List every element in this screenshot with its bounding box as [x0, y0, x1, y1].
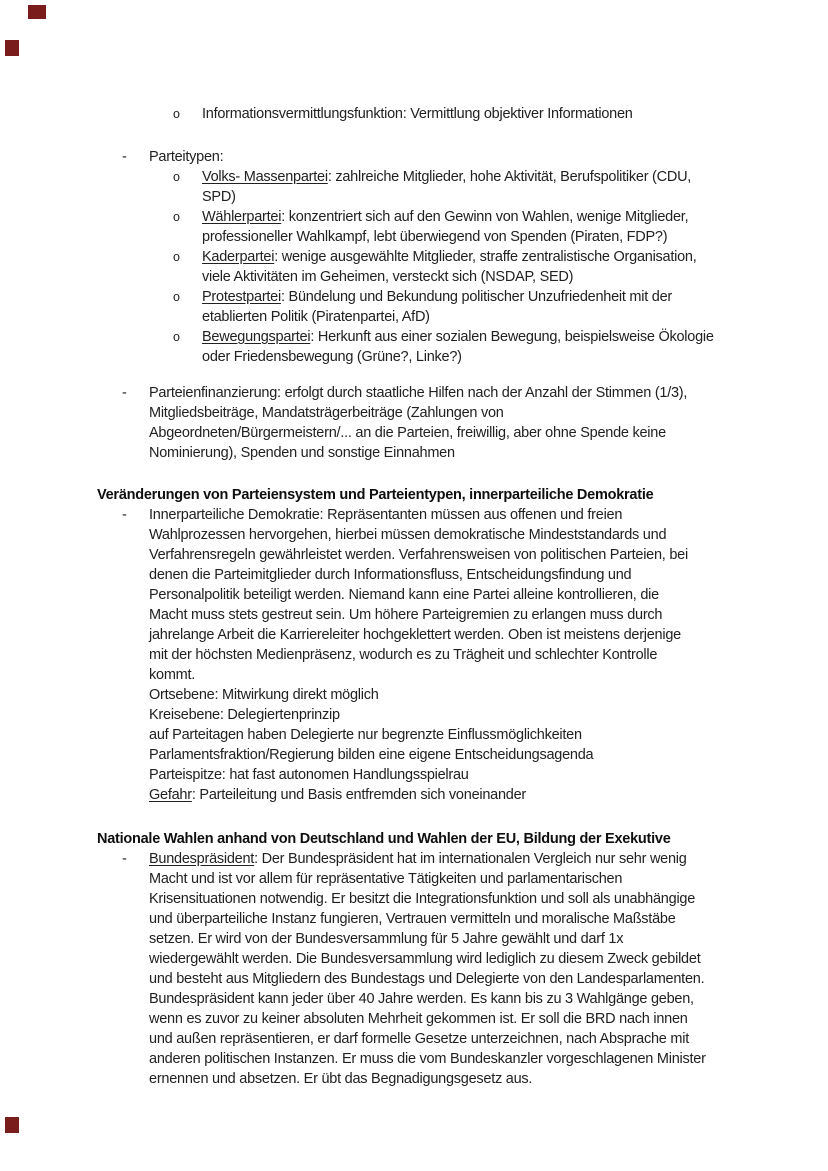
underlined-term: Gefahr — [149, 787, 192, 803]
text-line: denen die Parteimitglieder durch Informationsfluss, Entscheidungsfindung und — [149, 567, 632, 583]
text-line: Personalpolitik beteiligt werden. Niemand kann eine Partei alleine kontrollieren, die — [149, 587, 659, 603]
text-line: Nominierung), Spenden und sonstige Einnahmen — [149, 445, 455, 461]
text-line: viele Aktivitäten im Geheimen, versteckt sich (NSDAP, SED) — [202, 269, 574, 285]
paragraph-spacer — [97, 463, 797, 485]
text-line: jahrelange Arbeit die Karriereleiter hochgeklettert werden. Oben ist meistens derjenige — [149, 627, 681, 643]
circle-bullet-marker: o — [173, 107, 180, 121]
text-line: anderen politischen Instanzen. Er muss die vom Bundeskanzler vorgeschlagenen Minister — [149, 1051, 706, 1067]
underlined-term: Bundespräsident — [149, 851, 255, 867]
heading-line: Nationale Wahlen anhand von Deutschland und Wahlen der EU, Bildung der Exekutive — [97, 831, 671, 847]
text-line: und außen repräsentieren, er darf formelle Gesetze unterzeichnen, nach Absprache mit — [149, 1031, 689, 1047]
page-content — [97, 104, 797, 1089]
section-heading — [97, 485, 797, 505]
circle-bullet-item — [97, 327, 797, 367]
text-line: Krisensituationen notwendig. Er besitzt die Integrationsfunktion und soll als unabhängige — [149, 891, 696, 907]
text-line: Macht muss stets gestreut sein. Um höhere Parteigremien zu erlangen muss durch — [149, 607, 663, 623]
text-line: und besteht aus Mitgliedern des Bundestags und Delegierte von den Landesparlamenten. — [149, 971, 705, 987]
circle-bullet-item — [97, 207, 797, 247]
text-line: und überparteiliche Instanz fungieren, Vertrauen vermitteln und moralische Maßstäbe — [149, 911, 676, 927]
paragraph-spacer — [97, 805, 797, 829]
text-line: kommt. — [149, 667, 196, 683]
heading-line: Veränderungen von Parteiensystem und Parteientypen, innerparteiliche Demokratie — [97, 487, 654, 503]
underlined-term: Bewegungspartei — [202, 329, 311, 345]
text-line: Mitgliedsbeiträge, Mandatsträgerbeiträge (Zahlungen von — [149, 405, 504, 421]
circle-bullet-item — [97, 167, 797, 207]
text-line: o Kaderpartei: wenige ausgewählte Mitglieder, straffe zentralistische Organisation, — [173, 249, 697, 265]
text-line: Kreisebene: Delegiertenprinzip — [149, 707, 340, 723]
text-line: Wahlprozessen hervorgehen, hierbei müssen demokratische Mindeststandards und — [149, 527, 667, 543]
text-line: etablierten Politik (Piratenpartei, AfD) — [202, 309, 430, 325]
text-line: o Wählerpartei: konzentriert sich auf den Gewinn von Wahlen, wenige Mitglieder, — [173, 209, 689, 225]
dash-bullet-marker: - — [122, 149, 127, 165]
underlined-term: Volks- Massenpartei — [202, 169, 328, 185]
paragraph-spacer — [97, 367, 797, 383]
corner-scan-mark — [5, 40, 19, 56]
text-line: mit der höchsten Medienpräsenz, wodurch es zu Trägheit und schlechter Kontrolle — [149, 647, 658, 663]
underlined-term: Protestpartei — [202, 289, 281, 305]
text-line: o Bewegungspartei: Herkunft aus einer sozialen Bewegung, beispielsweise Ökologie — [173, 329, 714, 345]
text-line: Ortsebene: Mitwirkung direkt möglich — [149, 687, 379, 703]
dash-bullet-item — [97, 147, 797, 167]
underlined-term: Kaderpartei — [202, 249, 275, 265]
dash-bullet-item — [97, 383, 797, 463]
circle-bullet-marker: o — [173, 170, 180, 184]
underlined-term: Wählerpartei — [202, 209, 282, 225]
corner-scan-mark — [5, 1117, 19, 1133]
text-line: - Parteienfinanzierung: erfolgt durch staatliche Hilfen nach der Anzahl der Stimmen (1/3), — [122, 385, 688, 401]
circle-bullet-item — [97, 104, 797, 124]
text-line: o Protestpartei: Bündelung und Bekundung politischer Unzufriedenheit mit der — [173, 289, 672, 305]
text-line: oder Friedensbewegung (Grüne?, Linke?) — [202, 349, 462, 365]
text-line: ernennen und absetzen. Er übt das Begnadigungsgesetz aus. — [149, 1071, 533, 1087]
text-line: Abgeordneten/Bürgermeistern/... an die Parteien, freiwillig, aber ohne Spende keine — [149, 425, 666, 441]
text-line: Bundespräsident kann jeder über 40 Jahre werden. Es kann bis zu 3 Wahlgänge geben, — [149, 991, 694, 1007]
text-line: Parteispitze: hat fast autonomen Handlungsspielrau — [149, 767, 469, 783]
text-line: auf Parteitagen haben Delegierte nur begrenzte Einflussmöglichkeiten — [149, 727, 582, 743]
text-line: Parlamentsfraktion/Regierung bilden eine eigene Entscheidungsagenda — [149, 747, 594, 763]
text-line: wenn es zuvor zu keiner absoluten Mehrheit gekommen ist. Er soll die BRD nach innen — [149, 1011, 688, 1027]
text-line: o Informationsvermittlungsfunktion: Vermittlung objektiver Informationen — [173, 106, 633, 122]
paragraph-spacer — [97, 124, 797, 147]
circle-bullet-item — [97, 247, 797, 287]
dash-bullet-marker: - — [122, 385, 127, 401]
text-line: wiedergewählt werden. Die Bundesversammlung wird lediglich zu diesem Zweck gebildet — [149, 951, 701, 967]
corner-scan-mark — [28, 5, 46, 19]
circle-bullet-marker: o — [173, 290, 180, 304]
circle-bullet-marker: o — [173, 210, 180, 224]
dash-bullet-marker: - — [122, 507, 127, 523]
text-line: Verfahrensregeln gewährleistet werden. Verfahrensweisen von politischen Parteien, bei — [149, 547, 688, 563]
text-line: professioneller Wahlkampf, lebt überwiegend von Spenden (Piraten, FDP?) — [202, 229, 668, 245]
dash-bullet-item — [97, 849, 797, 1089]
circle-bullet-item — [97, 287, 797, 327]
text-line: Macht und ist vor allem für repräsentative Tätigkeiten und parlamentarischen — [149, 871, 623, 887]
text-line: Gefahr: Parteileitung und Basis entfremden sich voneinander — [149, 787, 526, 803]
text-line: o Volks- Massenpartei: zahlreiche Mitglieder, hohe Aktivität, Berufspolitiker (CDU, — [173, 169, 692, 185]
circle-bullet-marker: o — [173, 330, 180, 344]
text-line: SPD) — [202, 189, 236, 205]
text-line: - Bundespräsident: Der Bundespräsident hat im internationalen Vergleich nur sehr wenig — [122, 851, 687, 867]
dash-bullet-marker: - — [122, 851, 127, 867]
section-heading — [97, 829, 797, 849]
circle-bullet-marker: o — [173, 250, 180, 264]
text-line: - Innerparteiliche Demokratie: Repräsentanten müssen aus offenen und freien — [122, 507, 623, 523]
dash-bullet-item — [97, 505, 797, 805]
text-line: setzen. Er wird von der Bundesversammlung für 5 Jahre gewählt und darf 1x — [149, 931, 624, 947]
text-line: - Parteitypen: — [122, 149, 224, 165]
